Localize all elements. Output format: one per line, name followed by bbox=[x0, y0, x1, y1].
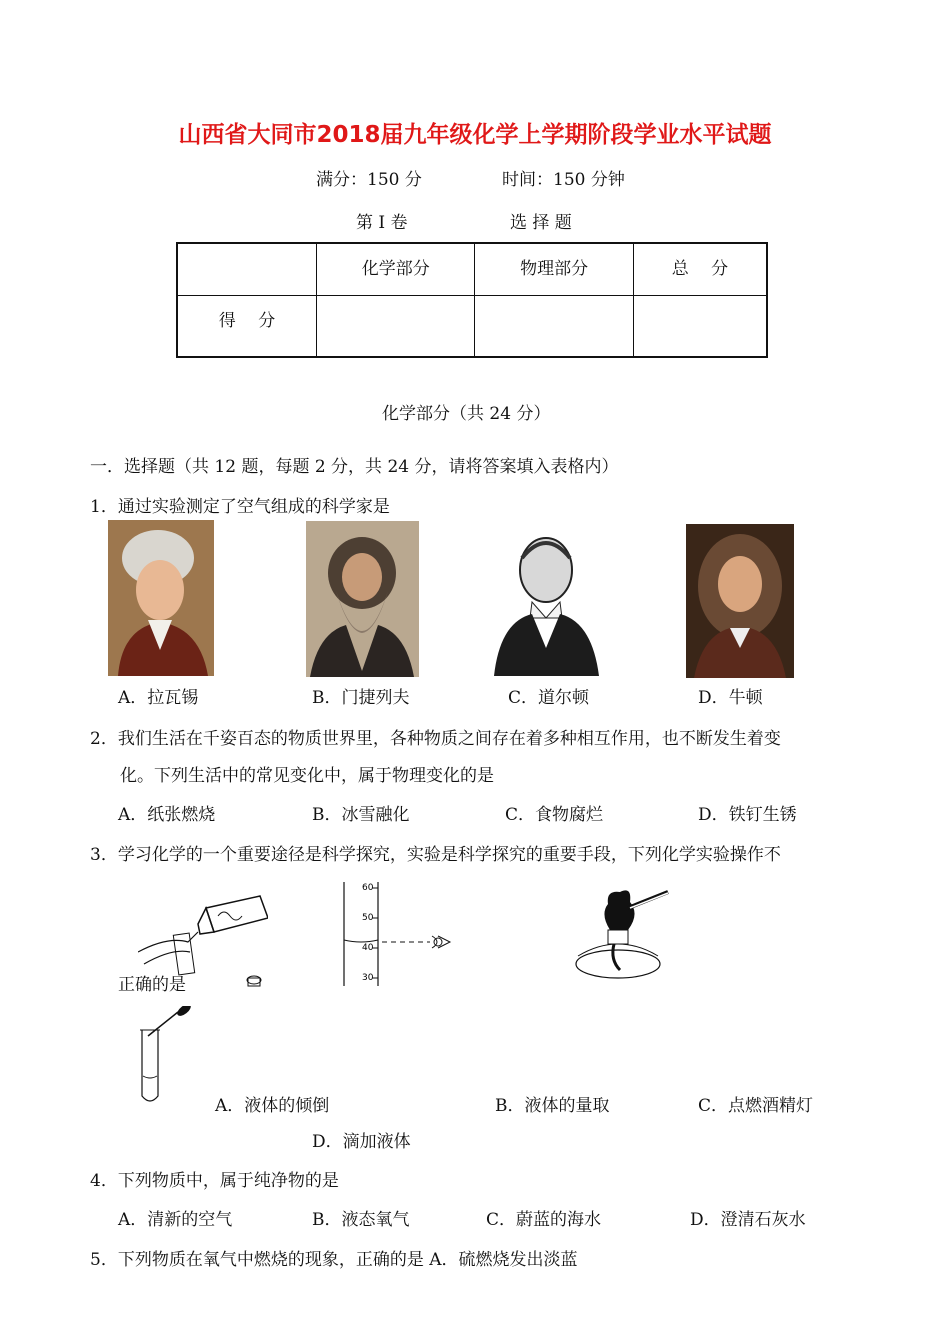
q3-option-a[interactable]: A．液体的倾倒 bbox=[215, 1096, 330, 1116]
q3-option-d[interactable]: D．滴加液体 bbox=[312, 1132, 411, 1152]
q3-option-c[interactable]: C．点燃酒精灯 bbox=[698, 1096, 814, 1116]
q2-option-c[interactable]: C．食物腐烂 bbox=[505, 805, 604, 825]
part-title: 化学部分（共 24 分） bbox=[382, 404, 551, 424]
q4-stem: 4．下列物质中，属于纯净物的是 bbox=[90, 1171, 339, 1191]
q3-stem-line2: 正确的是 bbox=[118, 975, 186, 995]
q1-stem: 1．通过实验测定了空气组成的科学家是 bbox=[90, 497, 390, 517]
volume-label: 第 I 卷 bbox=[356, 213, 408, 233]
graduated-cylinder-figure bbox=[338, 878, 454, 988]
q1-option-a[interactable]: A．拉瓦锡 bbox=[118, 688, 199, 708]
q4-option-d[interactable]: D．澄清石灰水 bbox=[690, 1210, 806, 1230]
score-cell-chemistry[interactable] bbox=[317, 296, 475, 358]
q5-stem: 5．下列物质在氧气中燃烧的现象，正确的是 A．硫燃烧发出淡蓝 bbox=[90, 1250, 578, 1270]
q1-option-c[interactable]: C．道尔顿 bbox=[508, 688, 590, 708]
portrait-mendeleev-image bbox=[306, 521, 419, 677]
alcohol-lamp-figure bbox=[570, 884, 670, 984]
score-table-header-total: 总 分 bbox=[633, 243, 767, 296]
q2-stem-line1: 2．我们生活在千姿百态的物质世界里，各种物质之间存在着多种相互作用，也不断发生着变 bbox=[90, 729, 781, 749]
cylinder-tick-60: 60 bbox=[362, 883, 374, 893]
score-table-header-physics: 物理部分 bbox=[475, 243, 633, 296]
full-score: 满分：150 分 bbox=[316, 170, 422, 190]
score-cell-total[interactable] bbox=[633, 296, 767, 358]
score-table bbox=[176, 242, 768, 358]
q2-option-a[interactable]: A．纸张燃烧 bbox=[118, 805, 216, 825]
q2-option-b[interactable]: B．冰雪融化 bbox=[312, 805, 410, 825]
portrait-lavoisier-image bbox=[108, 520, 214, 676]
exam-time: 时间：150 分钟 bbox=[502, 170, 625, 190]
score-table-header-chemistry: 化学部分 bbox=[317, 243, 475, 296]
cylinder-tick-40: 40 bbox=[362, 943, 374, 953]
q3-stem-line1: 3．学习化学的一个重要途径是科学探究，实验是科学探究的重要手段，下列化学实验操作不 bbox=[90, 845, 781, 865]
score-table-row-label: 得 分 bbox=[177, 296, 317, 358]
cylinder-tick-50: 50 bbox=[362, 913, 374, 923]
q4-option-a[interactable]: A．清新的空气 bbox=[118, 1210, 233, 1230]
q2-stem-line2: 化。下列生活中的常见变化中，属于物理变化的是 bbox=[120, 766, 494, 786]
page-title: 山西省大同市2018届九年级化学上学期阶段学业水平试题 bbox=[178, 122, 772, 148]
q1-option-d[interactable]: D．牛顿 bbox=[698, 688, 763, 708]
cylinder-tick-30: 30 bbox=[362, 973, 374, 983]
q2-option-d[interactable]: D．铁钉生锈 bbox=[698, 805, 797, 825]
dropper-test-tube-figure bbox=[136, 1006, 194, 1106]
q4-option-b[interactable]: B．液态氧气 bbox=[312, 1210, 410, 1230]
volume-type: 选 择 题 bbox=[510, 213, 572, 233]
portrait-dalton-image bbox=[492, 518, 601, 676]
q1-option-b[interactable]: B．门捷列夫 bbox=[312, 688, 410, 708]
score-cell-physics[interactable] bbox=[475, 296, 633, 358]
portrait-newton-image bbox=[686, 524, 794, 678]
q3-option-b[interactable]: B．液体的量取 bbox=[495, 1096, 610, 1116]
section-heading: 一．选择题（共 12 题，每题 2 分，共 24 分，请将答案填入表格内） bbox=[90, 457, 619, 477]
q4-option-c[interactable]: C．蔚蓝的海水 bbox=[486, 1210, 602, 1230]
score-table-header-blank bbox=[177, 243, 317, 296]
